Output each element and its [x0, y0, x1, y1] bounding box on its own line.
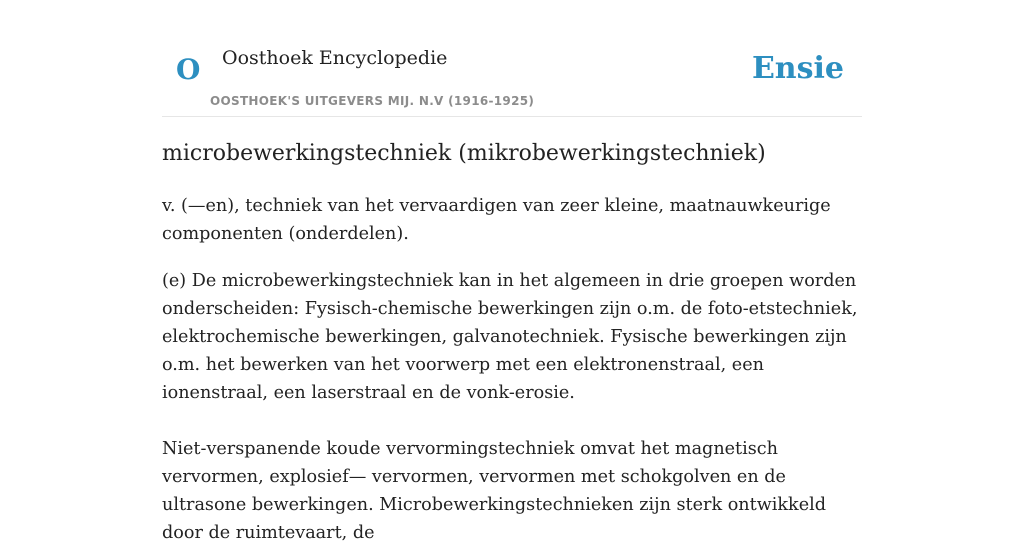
entry-paragraph: (e) De microbewerkingstechniek kan in het algemeen in drie groepen worden onderscheiden: Fysisch-chemische bewerkingen zijn o.m. de foto-etstechniek, elektrochemische bewerkingen, galvanotechniek. Fysische bewerkingen zijn o.m. het bewerken van het voorwerp met een elektronenstraal, een ionenstraal, een laserstraal en de vonk-erosie. [162, 271, 858, 403]
source-header [162, 0, 862, 117]
source-title[interactable]: Oosthoek Encyclopedie [222, 47, 448, 69]
entry-paragraph: v. (—en), techniek van het vervaardigen van zeer kleine, maatnauwkeurige componenten (onderdelen). [162, 196, 831, 244]
entry-headword: microbewerkingstechniek (mikrobewerkingstechniek) [162, 141, 766, 166]
source-subtitle: OOSTHOEK'S UITGEVERS MIJ. N.V (1916-1925) [210, 94, 535, 108]
page-container [162, 0, 862, 543]
source-logo-icon[interactable]: O [176, 53, 201, 86]
entry-paragraph: Niet-verspanende koude vervormingstechniek omvat het magnetisch vervormen, explosief— vervormen, vervormen met schokgolven en de ultrasone bewerkingen. Microbewerkingstechnieken zijn sterk ontwikkeld door de ruimtevaart, de [162, 439, 827, 543]
ensie-logo-link[interactable]: Ensie [751, 51, 844, 86]
